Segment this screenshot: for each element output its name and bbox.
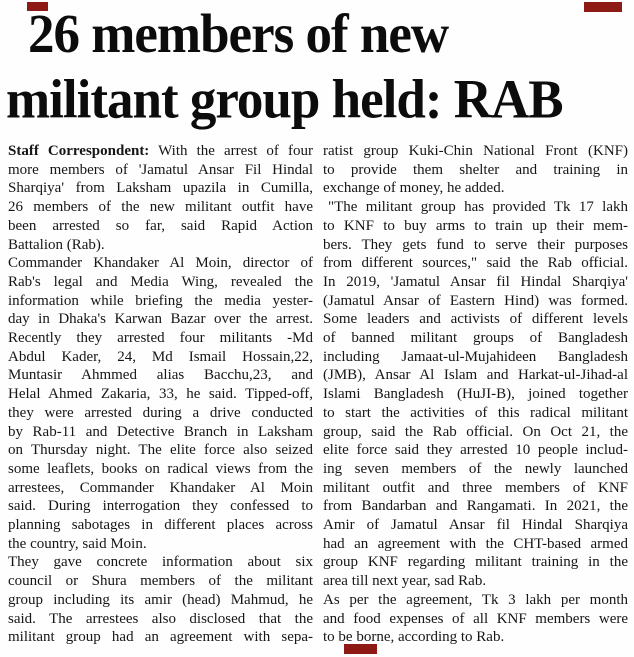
article-line: day in Dhaka's Karwan Bazar over the arrest.: [8, 311, 313, 328]
article-line: exchange of money, he added.: [323, 180, 505, 197]
article-line: 26 members of the new militant outfit have: [8, 199, 313, 216]
article-line: from Bandarban and Rangamati. In 2021, the: [323, 498, 628, 515]
article-line: Some leaders and activists of different levels: [323, 311, 628, 328]
article-line: (Jamatul Ansar of Eastern Hind) was formed.: [323, 292, 628, 309]
article-line: Recently they arrested four militants -Md: [8, 330, 313, 347]
article-line: to provide them shelter and training in: [323, 161, 628, 178]
article-line: said. During interrogation they confessed to: [8, 498, 313, 515]
article-line: some leaflets, books on radical views from the: [8, 460, 313, 477]
article-line: to KNF to buy arms to train up their mem-: [323, 217, 628, 234]
article-line: Battalion (Rab).: [8, 236, 105, 253]
article-line: bers. They gets fund to serve their purposes: [323, 236, 628, 253]
article-paragraph: [8, 553, 313, 647]
article-line: group, said the Rab official. On Oct 21, the: [323, 423, 628, 440]
article-paragraph: [323, 142, 628, 198]
article-line: In 2019, 'Jamatul Ansar fil Hindal Sharqiya': [323, 273, 628, 290]
headline-line-2: militant group held: RAB: [6, 69, 563, 130]
right-column: [323, 142, 628, 647]
article-paragraph: [8, 254, 313, 553]
article-line: elite force said they arrested 10 people includ-: [323, 442, 628, 459]
article-line: Amir of Jamatul Ansar fil Hindal Sharqiya: [323, 517, 628, 534]
article-line: including Jamaat-ul-Mujahideen Bangladesh: [323, 348, 628, 365]
article-line: and food expenses of all KNF members were: [323, 610, 628, 627]
article-line: from different sources," said the Rab official.: [323, 255, 628, 272]
article-line: said. The arrestees also disclosed that the: [8, 610, 313, 627]
article-line: council or Shura members of the militant: [8, 573, 313, 590]
article-line: information while briefing the media yester-: [8, 292, 313, 309]
article-line: Islami Bangladesh (HuJI-B), joined together: [323, 386, 628, 403]
article-line: As per the agreement, Tk 3 lakh per month: [323, 591, 628, 608]
article-line: had an agreement with the CHT-based armed: [323, 535, 628, 552]
article-line: Sharqiya' from Laksham upazila in Cumilla,: [8, 180, 313, 197]
headline-line-1: 26 members of new: [28, 4, 449, 65]
article-headline: [6, 2, 630, 133]
article-line: area till next year, sad Rab.: [323, 573, 487, 590]
article-line: Commander Khandaker Al Moin, director of: [8, 255, 313, 272]
article-line: (JMB), Ansar Al Islam and Harkat-ul-Jihad-al: [323, 367, 628, 384]
article-paragraph: [323, 198, 628, 591]
byline-label: Staff Correspondent:: [8, 143, 150, 159]
article-line: more members of 'Jamatul Ansar Fil Hindal: [8, 161, 313, 178]
article-line: militant outfit and three members of KNF: [323, 479, 628, 496]
article-line: the country, said Moin.: [8, 535, 147, 552]
article-line: Rab's legal and Media Wing, revealed the: [8, 273, 313, 290]
article-line: group KNF regarding militant training in the: [323, 554, 628, 571]
article-paragraph: [8, 142, 313, 254]
article-line: of banned militant groups of Bangladesh: [323, 330, 628, 347]
article-line: "The militant group has provided Tk 17 lakh: [328, 199, 628, 216]
article-line: ing seven members of the newly launched: [323, 460, 628, 477]
article-line: ratist group Kuki-Chin National Front (KNF): [323, 143, 628, 159]
article-line: to be borne, according to Rab.: [323, 629, 505, 646]
article-line: Muntasir Ahmmed alias Bacchu,23, and: [8, 367, 313, 384]
article-paragraph: [323, 591, 628, 647]
article-line: Helal Ahmed Zakaria, 33, he said. Tipped-off,: [8, 386, 313, 403]
article-line: by Rab-11 and Detective Branch in Laksham: [8, 423, 313, 440]
article-line: Staff Correspondent: With the arrest of four: [8, 143, 313, 159]
article-body: [8, 142, 628, 647]
article-line: group including its amir (head) Mahmud, he: [8, 591, 313, 608]
article-line: been arrested so far, said Rapid Action: [8, 217, 313, 234]
left-column: [8, 142, 313, 647]
article-line: to start the activities of this radical militant: [323, 404, 628, 421]
article-line: Abdul Kader, 24, Md Ismail Hossain,22,: [8, 348, 313, 365]
article-line: militant group had an agreement with sepa-: [8, 629, 313, 646]
article-line: on Thursday night. The elite force also seized: [8, 442, 313, 459]
article-line: they were arrested during a drive conducted: [8, 404, 313, 421]
article-line: planning sabotages in different places across: [8, 517, 313, 534]
article-line: They gave concrete information about six: [8, 554, 313, 571]
article-line: arrestees, Commander Khandaker Al Moin: [8, 479, 313, 496]
